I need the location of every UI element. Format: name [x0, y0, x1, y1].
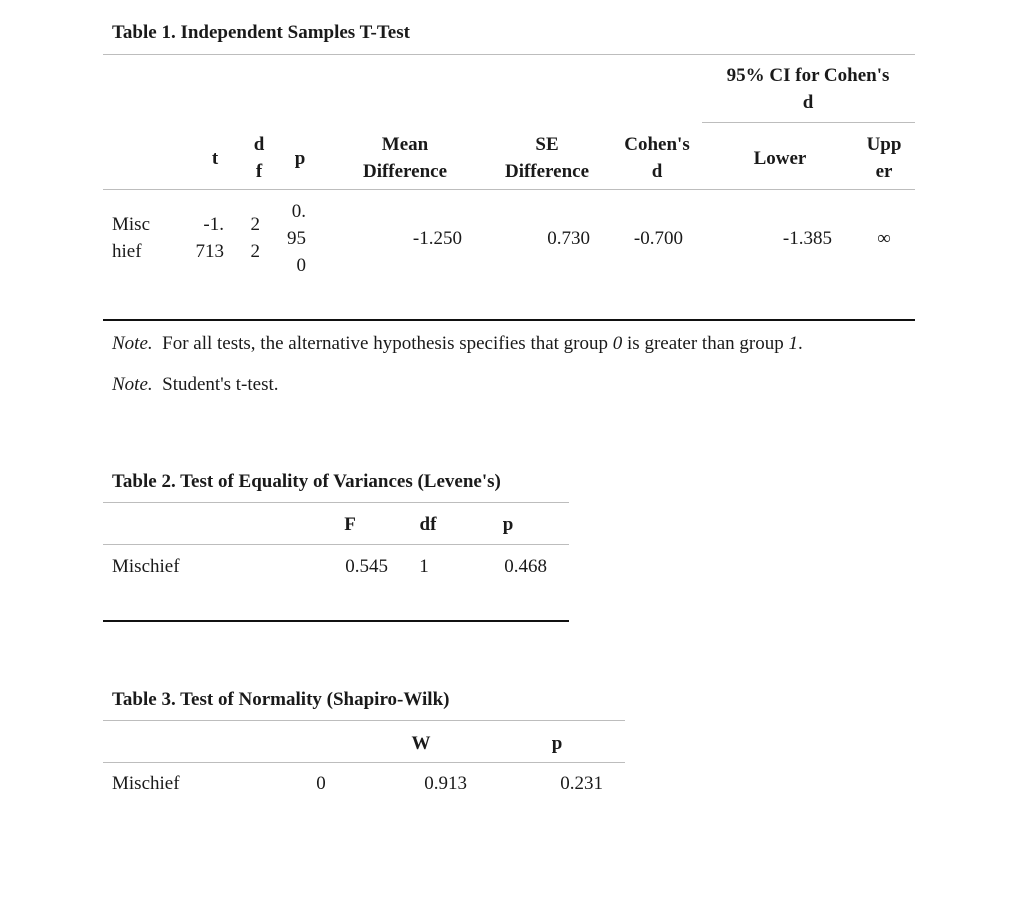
table3-title: Table 3. Test of Normality (Shapiro-Wilk): [112, 689, 450, 710]
table2-cell-p: 0.468: [504, 556, 547, 577]
cell-lower: -1.385: [782, 228, 832, 249]
table2-row-label: Mischief: [112, 556, 180, 577]
note-text: Student's t-test.: [162, 374, 279, 395]
table1-header-rule: [103, 189, 915, 190]
col-header-lower: Lower: [753, 148, 807, 169]
table2-col-header-f: F: [344, 514, 356, 535]
table1-title: Table 1. Independent Samples T-Test: [112, 22, 410, 43]
note-end: .: [797, 333, 803, 354]
table2-bottom-rule: [103, 620, 569, 622]
row-label-line2: hief: [112, 241, 142, 262]
table3-header-rule: [103, 762, 625, 763]
cell-df-line2: 2: [250, 241, 260, 262]
col-header-mean-diff-line1: Mean: [381, 134, 429, 155]
row-label-line1: Misc: [112, 214, 150, 235]
cell-mean-diff: -1.250: [412, 228, 462, 249]
col-header-se-diff-line2: Difference: [504, 161, 590, 182]
note-group1: 1: [788, 333, 798, 354]
cell-se-diff: 0.730: [547, 228, 590, 249]
col-header-se-diff-line1: SE: [535, 134, 559, 155]
cell-t-line2: 713: [195, 241, 224, 262]
table3-col-header-w: W: [411, 733, 431, 754]
ci-group-header-line2: d: [802, 92, 814, 113]
table3-top-rule: [103, 720, 625, 721]
note-label: Note.: [112, 333, 153, 354]
table2-header-rule: [103, 544, 569, 545]
table3-cell-col1: 0: [316, 773, 326, 794]
table3-col-header-p: p: [551, 733, 563, 754]
table1-top-rule: [103, 54, 915, 55]
col-header-cohens-d-line1: Cohen's: [624, 134, 690, 155]
col-header-cohens-d-line2: d: [651, 161, 663, 182]
table2-top-rule: [103, 502, 569, 503]
table3-cell-w: 0.913: [424, 773, 467, 794]
table3-row-label: Mischief: [112, 773, 180, 794]
table1-note-test: [112, 371, 279, 398]
col-header-t: t: [211, 148, 219, 169]
ci-group-header-line1: 95% CI for Cohen's: [726, 65, 890, 86]
col-header-p: p: [294, 148, 306, 169]
table1-bottom-rule: [103, 319, 915, 321]
col-header-mean-diff-line2: Difference: [362, 161, 448, 182]
cell-p-line2: 95: [287, 228, 306, 249]
col-header-df-line1: d: [253, 134, 265, 155]
note-group0: 0: [612, 333, 623, 354]
table2-title: Table 2. Test of Equality of Variances (Levene's): [112, 471, 501, 492]
cell-p-line3: 0: [296, 255, 306, 276]
col-header-upper-line1: Upp: [866, 134, 902, 155]
table2-col-header-p: p: [502, 514, 514, 535]
cell-df-line1: 2: [250, 214, 260, 235]
cell-t-line1: -1.: [203, 214, 224, 235]
table2-cell-df: 1: [419, 556, 429, 577]
cell-cohens-d: -0.700: [633, 228, 683, 249]
table1-note-alternative: [112, 330, 803, 357]
note-text-part1: For all tests, the alternative hypothesis specifies that group: [162, 333, 609, 354]
table3-cell-p: 0.231: [560, 773, 603, 794]
col-header-df-line2: f: [255, 161, 263, 182]
table2-cell-f: 0.545: [345, 556, 388, 577]
note-label: Note.: [112, 374, 153, 395]
note-text-part2: is greater than group: [627, 333, 784, 354]
col-header-upper-line2: er: [875, 161, 893, 182]
cell-upper: ∞: [877, 228, 891, 249]
ci-group-rule: [702, 122, 915, 123]
table2-col-header-df: df: [419, 514, 437, 535]
cell-p-line1: 0.: [291, 201, 306, 222]
